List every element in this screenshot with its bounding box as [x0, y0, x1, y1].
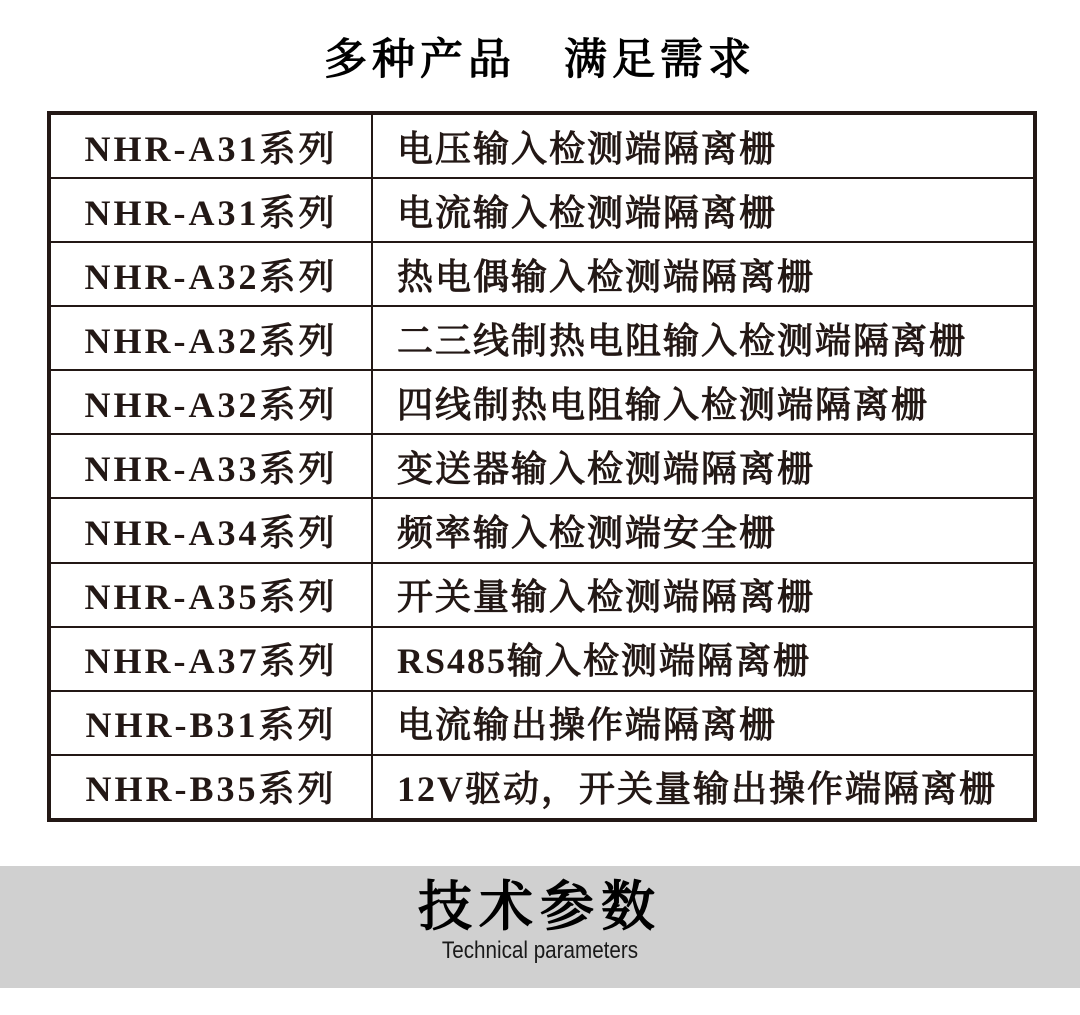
- series-cell: NHR-A35系列: [49, 563, 372, 627]
- table-row: [49, 113, 1035, 178]
- series-cell: NHR-A37系列: [49, 627, 372, 691]
- series-cell: NHR-A32系列: [49, 370, 372, 434]
- table-row: [49, 434, 1035, 498]
- description-cell: 频率输入检测端安全栅: [372, 498, 1035, 562]
- table-row: [49, 563, 1035, 627]
- series-cell: NHR-A34系列: [49, 498, 372, 562]
- table-row: [49, 306, 1035, 370]
- series-cell: NHR-B31系列: [49, 691, 372, 755]
- section-banner-technical-parameters: [0, 866, 1080, 988]
- table-row: [49, 498, 1035, 562]
- description-cell: 四线制热电阻输入检测端隔离栅: [372, 370, 1035, 434]
- series-cell: NHR-A33系列: [49, 434, 372, 498]
- section-subtitle: Technical parameters: [441, 937, 639, 965]
- table-row: [49, 627, 1035, 691]
- table-row: [49, 178, 1035, 242]
- description-cell: 12V驱动，开关量输出操作端隔离栅: [372, 755, 1035, 820]
- table-row: [49, 755, 1035, 820]
- description-cell: 开关量输入检测端隔离栅: [372, 563, 1035, 627]
- series-cell: NHR-A32系列: [49, 306, 372, 370]
- series-cell: NHR-A31系列: [49, 178, 372, 242]
- series-cell: NHR-A31系列: [49, 113, 372, 178]
- table-row: [49, 370, 1035, 434]
- description-cell: 电压输入检测端隔离栅: [372, 113, 1035, 178]
- table-row: [49, 691, 1035, 755]
- page-title: 多种产品 满足需求: [324, 36, 756, 84]
- description-cell: RS485输入检测端隔离栅: [372, 627, 1035, 691]
- description-cell: 热电偶输入检测端隔离栅: [372, 242, 1035, 306]
- section-title: 技术参数: [418, 877, 662, 937]
- description-cell: 电流输入检测端隔离栅: [372, 178, 1035, 242]
- series-cell: NHR-A32系列: [49, 242, 372, 306]
- description-cell: 变送器输入检测端隔离栅: [372, 434, 1035, 498]
- description-cell: 二三线制热电阻输入检测端隔离栅: [372, 306, 1035, 370]
- series-cell: NHR-B35系列: [49, 755, 372, 820]
- description-cell: 电流输出操作端隔离栅: [372, 691, 1035, 755]
- table-row: [49, 242, 1035, 306]
- product-series-table: [47, 111, 1037, 822]
